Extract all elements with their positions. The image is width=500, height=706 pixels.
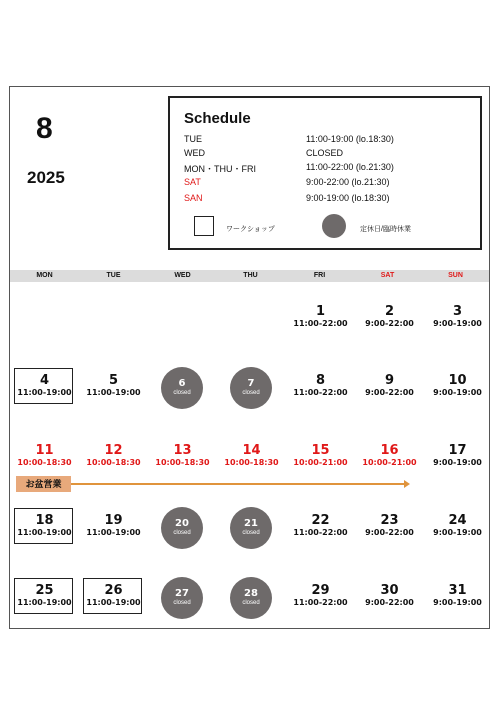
day-hours: 10:00-18:30	[155, 458, 210, 467]
schedule-hours: 11:00-22:00 (lo.21:30)	[306, 162, 394, 172]
day-hours: 9:00-19:00	[433, 528, 482, 537]
calendar-day	[423, 305, 492, 329]
schedule-box	[168, 96, 482, 250]
weekday-label: SAT	[380, 272, 395, 279]
schedule-hours: 11:00-19:00 (lo.18:30)	[306, 134, 394, 144]
calendar-day	[79, 514, 148, 538]
day-number: 9	[384, 373, 395, 388]
day-number: 30	[380, 583, 399, 598]
day-number: 23	[380, 513, 399, 528]
day-number: 16	[380, 443, 399, 458]
day-hours: 9:00-22:00	[365, 598, 414, 607]
closed-day-circle	[161, 507, 203, 549]
weekday-label: FRI	[313, 272, 326, 279]
calendar-day	[355, 374, 424, 398]
day-hours: 9:00-22:00	[365, 528, 414, 537]
day-hours: 11:00-22:00	[293, 319, 348, 328]
day-number: 27	[175, 588, 189, 599]
day-number: 7	[247, 378, 255, 389]
day-number: 8	[315, 373, 326, 388]
weekday-header	[10, 270, 489, 282]
calendar-day	[286, 584, 355, 608]
legend-workshop-label: ワークショップ	[226, 226, 275, 233]
day-hours: 11:00-19:00	[17, 528, 72, 537]
year-label: 2025	[27, 168, 65, 187]
closed-label: closed	[173, 390, 191, 396]
day-hours: 10:00-18:30	[224, 458, 279, 467]
calendar-day	[286, 305, 355, 329]
obon-arrow-line	[71, 483, 405, 485]
schedule-day: SAN	[184, 193, 203, 203]
day-number: 20	[175, 518, 189, 529]
schedule-day: MON・THU・FRI	[184, 164, 256, 174]
day-number: 14	[242, 443, 261, 458]
day-hours: 9:00-19:00	[433, 598, 482, 607]
day-hours: 9:00-19:00	[433, 458, 482, 467]
calendar-day	[10, 584, 79, 608]
schedule-day: SAT	[184, 177, 201, 187]
day-number: 21	[244, 518, 258, 529]
closed-label: closed	[242, 530, 260, 536]
day-hours: 11:00-19:00	[86, 598, 141, 607]
calendar-day	[423, 584, 492, 608]
day-number: 12	[104, 443, 123, 458]
day-number: 3	[452, 304, 463, 319]
day-number: 17	[448, 443, 467, 458]
legend-closed-label: 定休日/臨時休業	[360, 226, 411, 233]
calendar-day	[423, 444, 492, 468]
day-hours: 11:00-22:00	[293, 528, 348, 537]
day-number: 6	[178, 378, 186, 389]
day-number: 15	[311, 443, 330, 458]
day-number: 26	[104, 583, 123, 598]
weekday-label: SUN	[448, 272, 463, 279]
closed-label: closed	[173, 530, 191, 536]
day-number: 19	[104, 513, 123, 528]
weekday-label: MON	[36, 272, 53, 279]
calendar-day	[355, 305, 424, 329]
schedule-title: Schedule	[184, 110, 251, 127]
day-hours: 9:00-22:00	[365, 388, 414, 397]
obon-arrow-head-icon	[404, 480, 410, 488]
calendar-day	[148, 444, 217, 468]
day-number: 31	[448, 583, 467, 598]
day-hours: 9:00-19:00	[433, 388, 482, 397]
calendar-day	[355, 584, 424, 608]
day-number: 22	[311, 513, 330, 528]
calendar-day	[355, 514, 424, 538]
day-hours: 11:00-19:00	[86, 528, 141, 537]
day-hours: 10:00-18:30	[17, 458, 72, 467]
day-hours: 10:00-21:00	[362, 458, 417, 467]
schedule-hours: CLOSED	[306, 148, 344, 158]
day-hours: 11:00-22:00	[293, 598, 348, 607]
closed-day-circle	[161, 577, 203, 619]
legend-workshop-box-icon	[194, 216, 214, 236]
calendar-day	[79, 444, 148, 468]
day-hours: 11:00-22:00	[293, 388, 348, 397]
day-hours: 9:00-22:00	[365, 319, 414, 328]
day-hours: 11:00-19:00	[17, 388, 72, 397]
calendar-day	[79, 374, 148, 398]
schedule-hours: 9:00-19:00 (lo.18:30)	[306, 193, 390, 203]
calendar-day	[10, 374, 79, 398]
calendar-day	[10, 444, 79, 468]
weekday-label: THU	[243, 272, 258, 279]
day-hours: 11:00-19:00	[17, 598, 72, 607]
schedule-day: WED	[184, 148, 205, 158]
calendar-day	[423, 514, 492, 538]
closed-day-circle	[161, 367, 203, 409]
day-number: 1	[315, 304, 326, 319]
calendar-day	[79, 584, 148, 608]
day-number: 13	[173, 443, 192, 458]
calendar-day	[286, 514, 355, 538]
closed-label: closed	[242, 600, 260, 606]
day-number: 24	[448, 513, 467, 528]
closed-label: closed	[242, 390, 260, 396]
closed-day-circle	[230, 367, 272, 409]
calendar-day	[423, 374, 492, 398]
day-number: 5	[108, 373, 119, 388]
day-number: 29	[311, 583, 330, 598]
schedule-hours: 9:00-22:00 (lo.21:30)	[306, 177, 390, 187]
day-number: 25	[35, 583, 54, 598]
calendar-day	[355, 444, 424, 468]
legend-closed-circle-icon	[322, 214, 346, 238]
day-hours: 9:00-19:00	[433, 319, 482, 328]
closed-day-circle	[230, 507, 272, 549]
calendar-day	[286, 444, 355, 468]
day-hours: 10:00-21:00	[293, 458, 348, 467]
day-hours: 11:00-19:00	[86, 388, 141, 397]
day-number: 2	[384, 304, 395, 319]
day-number: 28	[244, 588, 258, 599]
obon-business-tag: お盆営業	[16, 476, 71, 492]
day-number: 18	[35, 513, 54, 528]
calendar-day	[10, 514, 79, 538]
calendar-day	[286, 374, 355, 398]
closed-day-circle	[230, 577, 272, 619]
day-number: 10	[448, 373, 467, 388]
closed-label: closed	[173, 600, 191, 606]
weekday-label: TUE	[106, 272, 121, 279]
month-number: 8	[36, 112, 53, 145]
day-number: 11	[35, 443, 54, 458]
day-hours: 10:00-18:30	[86, 458, 141, 467]
day-number: 4	[39, 373, 50, 388]
calendar-day	[217, 444, 286, 468]
weekday-label: WED	[174, 272, 191, 279]
schedule-day: TUE	[184, 134, 202, 144]
